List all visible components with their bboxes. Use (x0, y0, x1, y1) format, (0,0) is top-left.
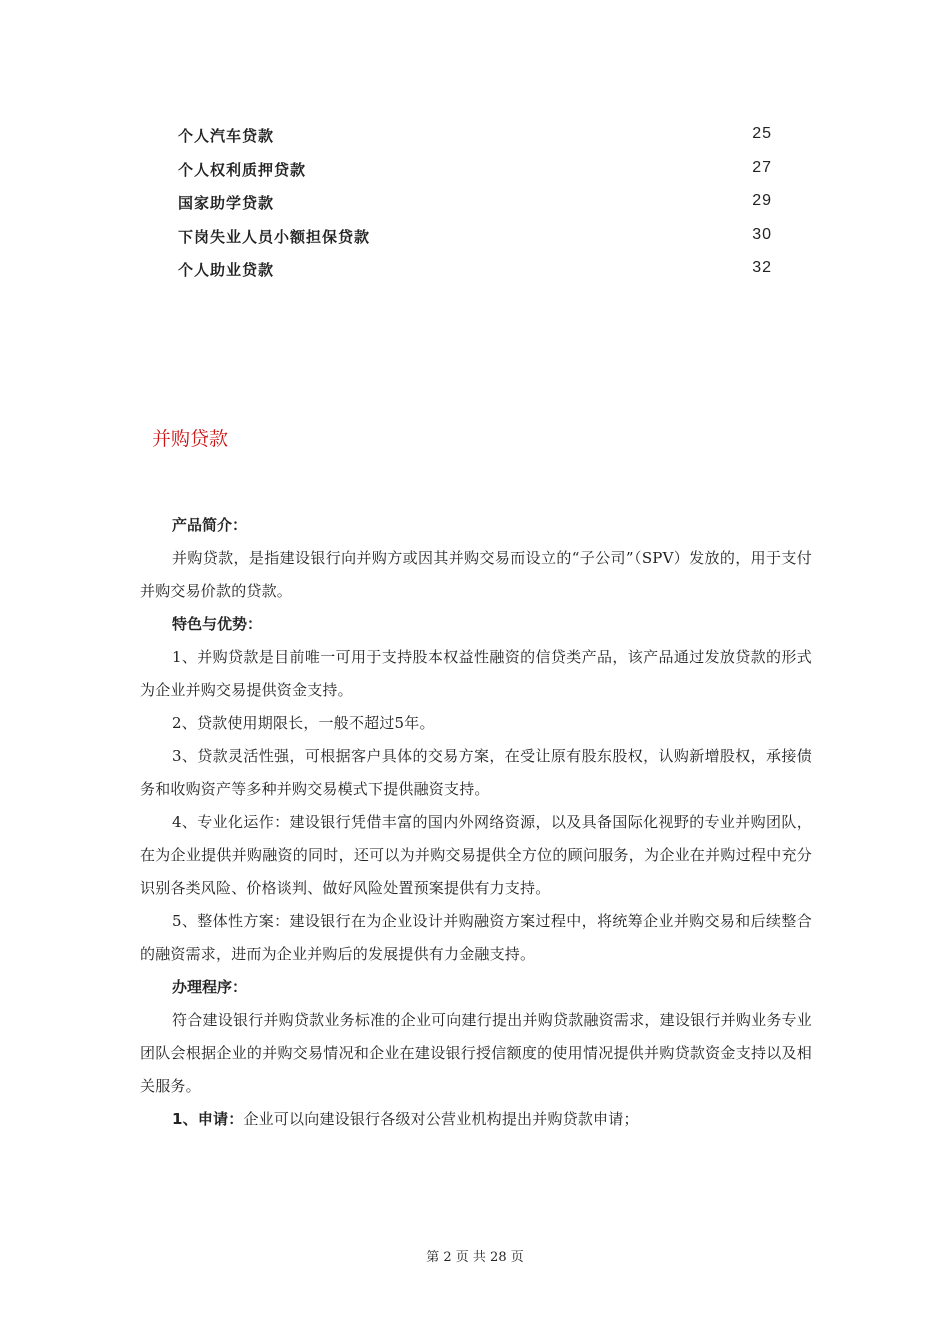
intro-label: 产品简介： (172, 516, 248, 534)
toc-entry-title: 国家助学贷款 (178, 194, 275, 212)
feature-item: 2、贷款使用期限长，一般不超过5年。 (172, 714, 435, 732)
feature-item: 3、贷款灵活性强，可根据客户具体的交易方案，在受让原有股东股权，认购新增股权，承接债务和收购资产等多种并购交易模式下提供融资支持。 (140, 747, 812, 798)
process-paragraph: 符合建设银行并购贷款业务标准的企业可向建行提出并购贷款融资需求，建设银行并购业务专业团队会根据企业的并购交易情况和企业在建设银行授信额度的使用情况提供并购贷款资金支持以及相关服务。 (140, 1011, 812, 1095)
process-step (140, 1103, 812, 1136)
toc-entry-title: 个人汽车贷款 (178, 127, 275, 145)
intro-paragraph: 并购贷款，是指建设银行向并购方或因其并购交易而设立的“子公司”（SPV）发放的，用于支付并购交易价款的贷款。 (140, 549, 812, 600)
toc-entry-title: 个人助业贷款 (178, 261, 275, 279)
toc-entry-page: 27 (752, 158, 772, 176)
feature-item: 1、并购贷款是目前唯一可用于支持股本权益性融资的信贷类产品，该产品通过发放贷款的形式为企业并购交易提供资金支持。 (140, 648, 812, 699)
toc-entry-page: 30 (752, 225, 772, 243)
toc-entry[interactable] (178, 159, 778, 193)
feature-item: 5、整体性方案：建设银行在为企业设计并购融资方案过程中，将统筹企业并购交易和后续整合的融资需求，进而为企业并购后的发展提供有力金融支持。 (140, 912, 812, 963)
step-text: 企业可以向建设银行各级对公营业机构提出并购贷款申请； (243, 1110, 639, 1128)
toc-entry-title: 下岗失业人员小额担保贷款 (178, 227, 371, 246)
toc-entry[interactable] (178, 192, 778, 226)
section-title: 并购贷款 (152, 428, 229, 450)
toc-entry[interactable] (178, 226, 778, 260)
toc-entry-title: 个人权利质押贷款 (178, 160, 307, 179)
toc-entry[interactable] (178, 125, 778, 159)
table-of-contents (178, 125, 778, 293)
step-label: 1、申请： (172, 1110, 244, 1128)
section-body (140, 509, 812, 1136)
feature-item: 4、专业化运作：建设银行凭借丰富的国内外网络资源，以及具备国际化视野的专业并购团队，在为企业提供并购融资的同时，还可以为并购交易提供全方位的顾问服务，为企业在并购过程中充分识别各类风险、价格谈判、做好风险处置预案提供有力支持。 (140, 813, 812, 897)
process-label: 办理程序： (172, 978, 248, 996)
toc-entry-page: 32 (752, 259, 772, 276)
toc-entry-page: 25 (752, 125, 772, 142)
toc-entry[interactable] (178, 259, 778, 293)
page-footer: 第 2 页 共 28 页 (426, 1250, 524, 1265)
features-label: 特色与优势： (172, 615, 263, 633)
toc-entry-page: 29 (752, 192, 772, 209)
